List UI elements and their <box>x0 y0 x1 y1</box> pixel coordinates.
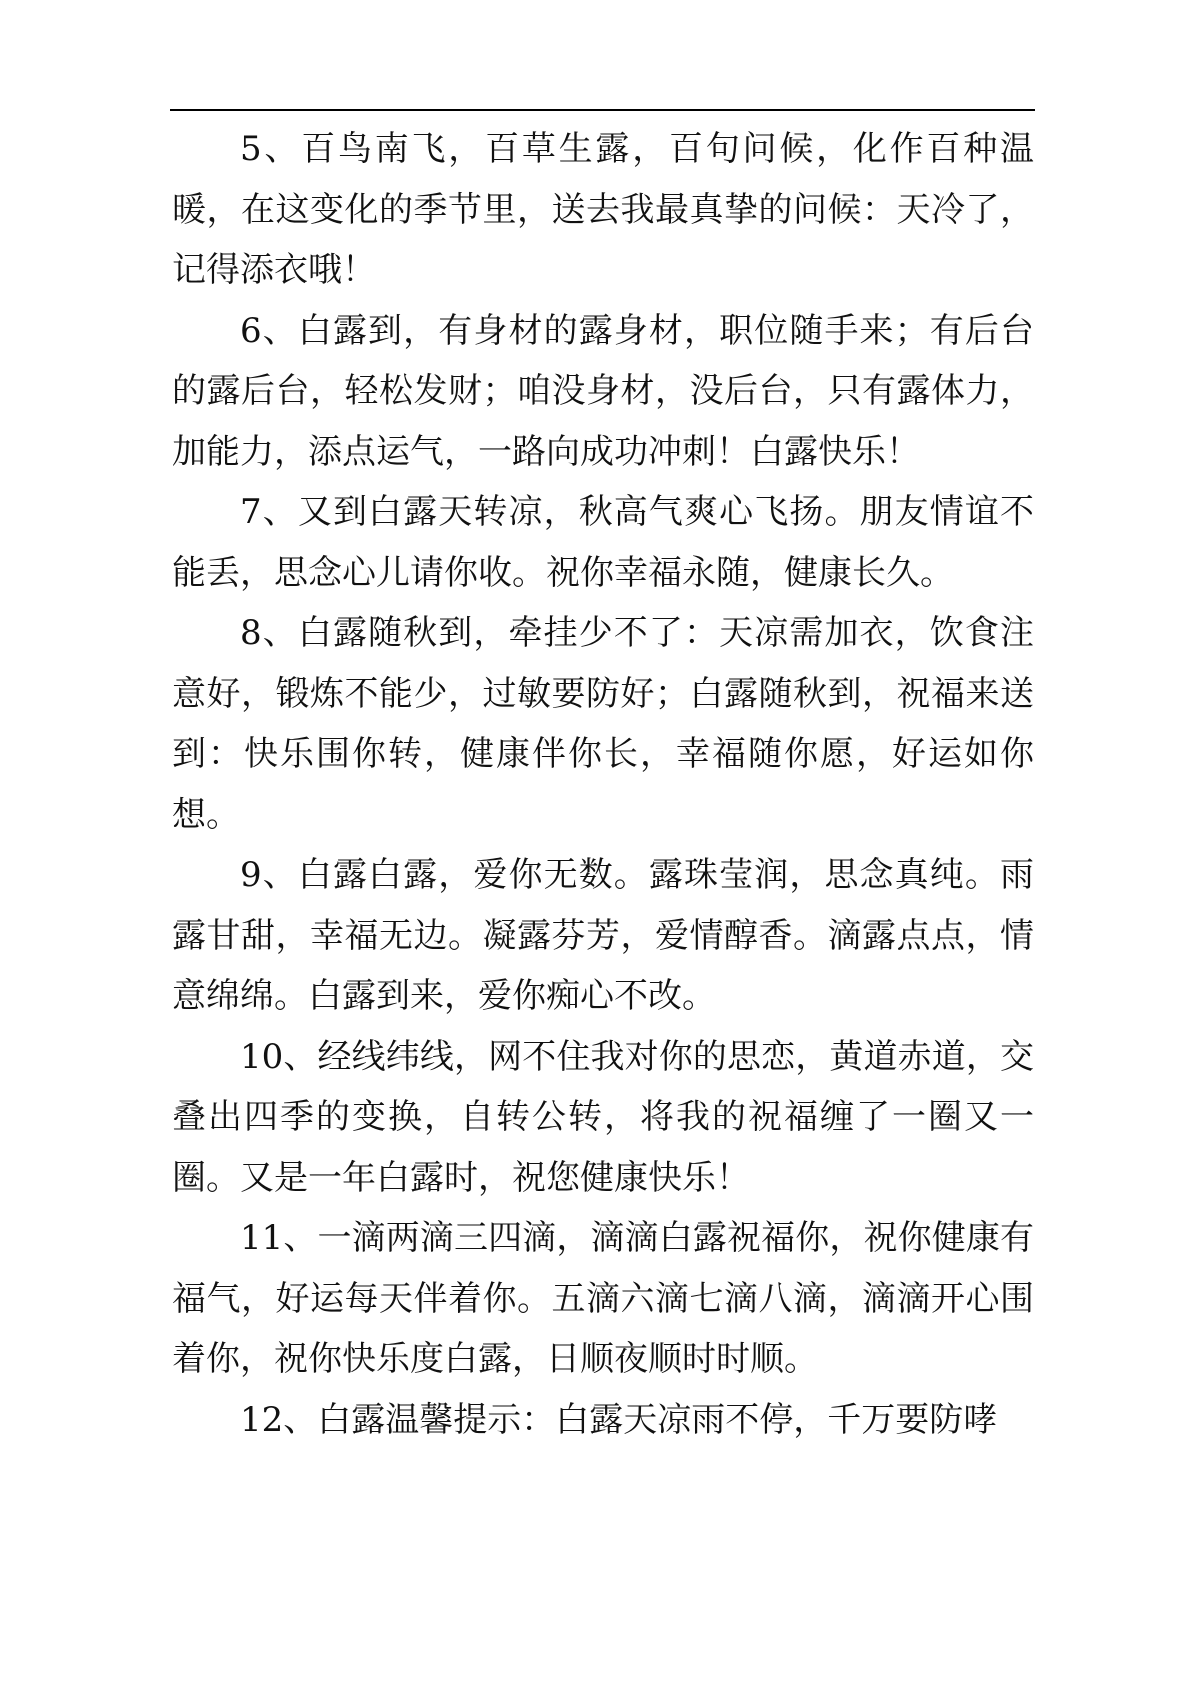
paragraph-6: 6、白露到，有身材的露身材，职位随手来；有后台的露后台，轻松发财；咱没身材，没后台，只有露体力，加能力，添点运气，一路向成功冲刺！白露快乐！ <box>172 310 1034 472</box>
document-body <box>172 119 1034 1450</box>
header-rule <box>170 109 1035 111</box>
paragraph-11: 11、一滴两滴三四滴，滴滴白露祝福你，祝你健康有福气，好运每天伴着你。五滴六滴七滴八滴，滴滴开心围着你，祝你快乐度白露，日顺夜顺时时顺。 <box>172 1218 1034 1379</box>
paragraph-5: 5、百鸟南飞，百草生露，百句问候，化作百种温暖，在这变化的季节里，送去我最真挚的问候：天冷了，记得添衣哦！ <box>172 129 1034 290</box>
paragraph-7: 7、又到白露天转凉，秋高气爽心飞扬。朋友情谊不能丢，思念心儿请你收。祝你幸福永随，健康长久。 <box>172 492 1034 593</box>
paragraph-10: 10、经线纬线，网不住我对你的思恋，黄道赤道，交叠出四季的变换，自转公转，将我的祝福缠了一圈又一圈。又是一年白露时，祝您健康快乐！ <box>172 1036 1034 1198</box>
paragraph-8: 8、白露随秋到，牵挂少不了：天凉需加衣，饮食注意好，锻炼不能少，过敏要防好；白露随秋到，祝福来送到：快乐围你转，健康伴你长，幸福随你愿，好运如你想。 <box>172 613 1034 835</box>
paragraph-9: 9、白露白露，爱你无数。露珠莹润，思念真纯。雨露甘甜，幸福无边。凝露芬芳，爱情醇香。滴露点点，情意绵绵。白露到来，爱你痴心不改。 <box>172 855 1034 1016</box>
paragraph-12: 12、白露温馨提示：白露天凉雨不停，千万要防哮 <box>240 1399 998 1440</box>
